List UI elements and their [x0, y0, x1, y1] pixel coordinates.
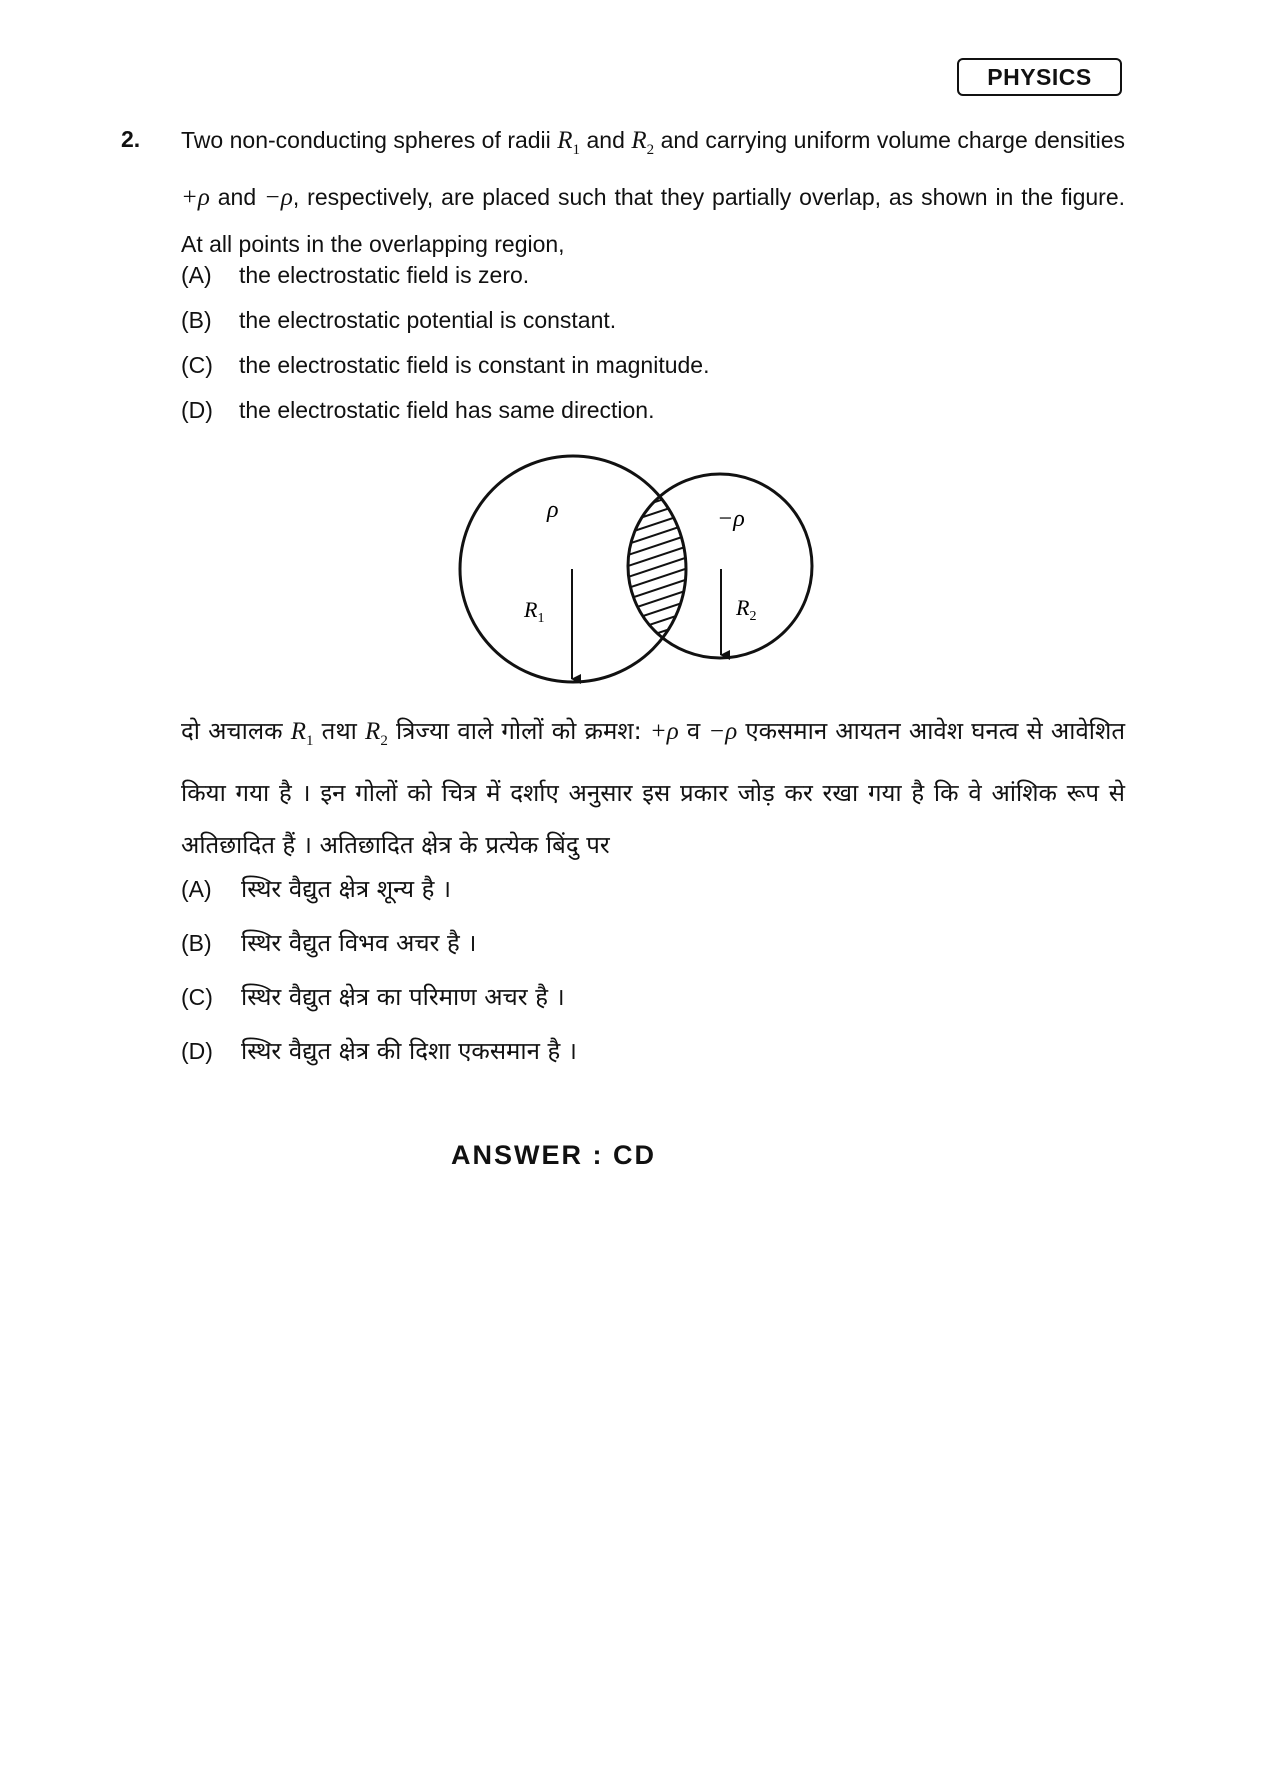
hindi-option-d — [181, 1034, 577, 1067]
option-label: (B) — [181, 307, 212, 333]
option-text: the electrostatic field is zero. — [239, 262, 530, 288]
option-label: (A) — [181, 262, 212, 288]
option-text: स्थिर वैद्युत क्षेत्र की दिशा एकसमान है । — [241, 1037, 578, 1065]
r1-symbol: $R_1$ — [557, 127, 581, 158]
option-text: the electrostatic field has same direction. — [239, 397, 655, 423]
option-text: स्थिर वैद्युत क्षेत्र शून्य है । — [241, 875, 452, 903]
hindi-option-a — [181, 872, 451, 905]
option-label: (D) — [181, 1038, 213, 1064]
option-text: स्थिर वैद्युत क्षेत्र का परिमाण अचर है । — [241, 983, 565, 1011]
plus-rho-symbol: +ρ — [181, 184, 210, 211]
question-stem: Two non-conducting spheres of radii $R_1$ and $R_2$ and carrying uniform volume charge densities +ρ and −ρ, respectively, are placed such that they partially overlap, as shown in the figure. At all points in the overlapping region, — [181, 127, 1126, 257]
minus-rho-symbol: −ρ — [264, 184, 293, 211]
option-text: स्थिर वैद्युत विभव अचर है । — [241, 929, 477, 957]
option-label: (C) — [181, 352, 213, 378]
option-b — [181, 307, 616, 334]
rho-right-label: −ρ — [717, 506, 745, 532]
answer-text: ANSWER : CD — [451, 1140, 656, 1170]
option-text: the electrostatic potential is constant. — [239, 307, 617, 333]
option-label: (A) — [181, 876, 212, 902]
r2-symbol: $R_2$ — [365, 718, 388, 749]
option-label: (D) — [181, 397, 213, 423]
question-number: 2. — [121, 126, 141, 152]
option-c — [181, 352, 709, 379]
overlapping-spheres-figure — [440, 445, 840, 695]
option-label: (C) — [181, 984, 213, 1010]
option-label: (B) — [181, 930, 212, 956]
plus-rho-symbol: +ρ — [649, 718, 679, 745]
option-d — [181, 397, 654, 424]
hindi-option-b — [181, 926, 477, 959]
option-a — [181, 262, 529, 289]
hindi-option-c — [181, 980, 565, 1013]
r2-symbol: $R_2$ — [631, 127, 655, 158]
r1-symbol: $R_1$ — [290, 718, 314, 749]
minus-rho-symbol: −ρ — [708, 718, 738, 745]
rho-left-label: ρ — [547, 497, 559, 523]
r2-label: $R_2$ — [736, 595, 757, 624]
subject-badge: PHYSICS — [957, 58, 1122, 96]
option-text: the electrostatic field is constant in magnitude. — [239, 352, 710, 378]
r1-label: $R_1$ — [524, 597, 545, 626]
hindi-question-stem: दो अचालक $R_1$ तथा $R_2$ त्रिज्या वाले गोलों को क्रमश: +ρ व −ρ एकसमान आयतन आवेश घनत्व से आवेशित किया गया है । इन गोलों को चित्र में दर्शाए अनुसार इस प्रकार जोड़ कर रखा गया है कि वे आंशिक रूप से अतिछादित हैं । अतिछादित क्षेत्र के प्रत्येक बिंदु पर — [181, 717, 1126, 859]
